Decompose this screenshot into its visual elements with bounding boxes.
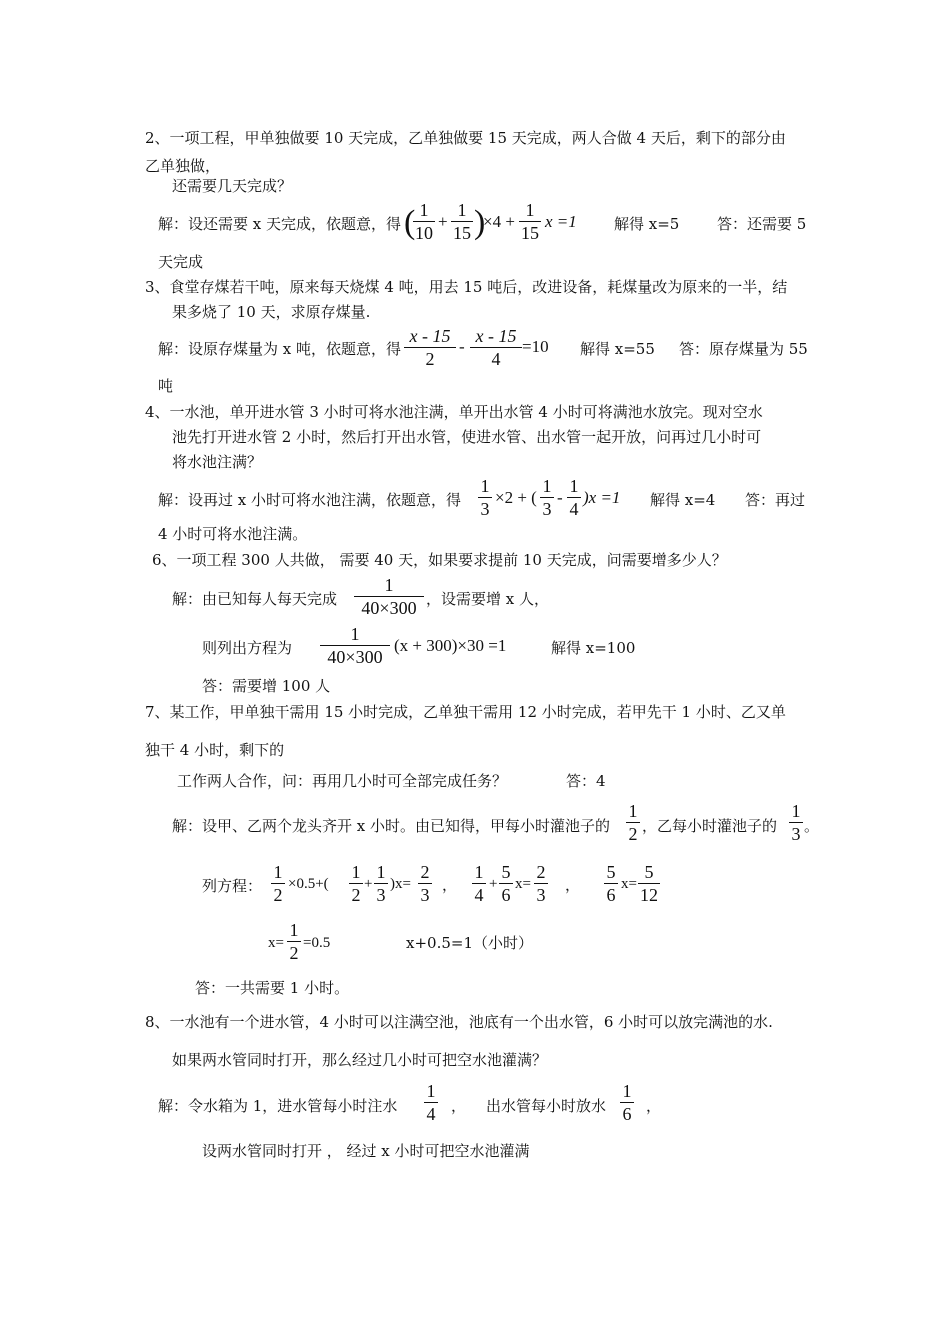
numerator: 1 <box>622 1081 632 1101</box>
numerator: 1 <box>569 476 579 496</box>
problem-3-question-line-1: 3、食堂存煤若干吨，原来每天烧煤 4 吨，用去 15 吨后，改进设备，耗煤量改为原来的一半，结 <box>145 278 788 296</box>
comma: ， <box>442 878 458 894</box>
problem-7-solution-text-cont: ，乙每小时灌池子的 <box>642 817 778 835</box>
problem-4-question-line-1: 4、一水池，单开进水管 3 小时可将水池注满，单开出水管 4 小时可将满池水放完。现对空水 <box>145 403 763 421</box>
problem-8-question-line-2: 如果两水管同时打开，那么经过几小时可把空水池灌满？ <box>172 1051 548 1069</box>
problem-8-question-line-1: 8、一水池有一个进水管，4 小时可以注满空池，池底有一个出水管，6 小时可以放完满池的水. <box>145 1013 773 1031</box>
fraction <box>354 575 424 618</box>
solved-value: 解得 x=4 <box>650 491 716 509</box>
solved-value: 解得 x=5 <box>614 215 680 233</box>
denominator: 6 <box>622 1104 632 1124</box>
numerator: 5 <box>644 862 654 882</box>
problem-2-question-line-3: 还需要几天完成？ <box>172 177 293 195</box>
problem-2-solution-text: 解：设还需要 x 天完成，依题意，得 <box>158 215 401 233</box>
problem-6-solution-text: 解：由已知每人每天完成 <box>172 590 338 608</box>
expression: =0.5 <box>303 935 331 951</box>
expression: )x= <box>390 876 411 892</box>
problem-4-question-line-3: 将水池注满？ <box>172 453 263 471</box>
answer-text-cont: 吨 <box>158 377 174 395</box>
fraction <box>472 862 486 905</box>
answer-text-cont: 天完成 <box>158 253 204 271</box>
plus-sign: + <box>364 876 373 892</box>
fraction <box>374 862 388 905</box>
denominator: 3 <box>536 885 546 905</box>
problem-8-solution-text-cont: 出水管每小时放水 <box>486 1097 607 1115</box>
denominator: 40×300 <box>327 647 383 667</box>
expression: x= <box>515 876 531 892</box>
fraction <box>519 200 541 243</box>
fraction <box>424 1081 438 1124</box>
problem-6-question: 6、一项工程 300 人共做， 需要 40 天，如果要求提前 10 天完成，问需要增多少人？ <box>152 551 727 569</box>
expression: x =1 <box>545 212 577 231</box>
numerator: 1 <box>474 862 484 882</box>
comma: ， <box>646 1097 662 1115</box>
numerator: 5 <box>501 862 511 882</box>
problem-7-solution-text: 解：设甲、乙两个龙头齐开 x 小时。由已知得，甲每小时灌池子的 <box>172 817 610 835</box>
close-paren: ) <box>474 204 486 241</box>
numerator: 2 <box>420 862 430 882</box>
numerator: 1 <box>376 862 386 882</box>
problem-2-question-line-1: 2、一项工程，甲单独做要 10 天完成，乙单独做要 15 天完成，两人合做 4 天后，剩下的部分由 <box>145 129 786 147</box>
denominator: 4 <box>491 349 501 369</box>
answer-text-cont: 4 小时可将水池注满。 <box>158 525 308 543</box>
denominator: 2 <box>425 349 435 369</box>
problem-3-solution-text: 解：设原存煤量为 x 吨，依题意，得 <box>158 340 401 358</box>
numerator: 5 <box>606 862 616 882</box>
comma: ， <box>565 878 581 894</box>
expression: x= <box>268 935 284 951</box>
fraction <box>349 862 363 905</box>
problem-7-question-line-1: 7、某工作，甲单独干需用 15 小时完成，乙单独干需用 12 小时完成，若甲先干 1 小时、乙又单 <box>145 703 786 721</box>
problem-7-question-line-3: 工作两人合作，问：再用几小时可全部完成任务？ <box>177 772 508 790</box>
expression: )x =1 <box>583 488 621 507</box>
expression: ×0.5+( <box>288 876 329 892</box>
equation-label: 列方程： <box>202 877 263 895</box>
equation-label: 则列出方程为 <box>202 639 293 657</box>
answer-text: 答：原存煤量为 55 <box>679 340 808 358</box>
fraction <box>534 862 548 905</box>
expression: =10 <box>522 337 549 356</box>
period: 。 <box>804 817 820 835</box>
expression: ×4 + <box>483 212 515 231</box>
solved-value: 解得 x=55 <box>580 340 655 358</box>
numerator: 1 <box>628 801 638 821</box>
denominator: 15 <box>521 223 539 243</box>
numerator: x - 15 <box>409 326 451 346</box>
denominator: 2 <box>628 824 638 844</box>
fraction <box>626 801 640 844</box>
answer-text: 答：一共需要 1 小时。 <box>195 979 350 997</box>
problem-4-question-line-2: 池先打开进水管 2 小时，然后打开出水管，使进水管、出水管一起开放，问再过几小时可 <box>172 428 762 446</box>
fraction <box>478 476 492 519</box>
answer-text: 答：4 <box>566 772 606 790</box>
fraction <box>789 801 803 844</box>
expression: x+0.5=1（小时） <box>406 934 533 952</box>
numerator: 1 <box>419 200 429 220</box>
fraction <box>451 200 473 243</box>
problem-4-solution-text: 解：设再过 x 小时可将水池注满，依题意，得 <box>158 491 461 509</box>
fraction <box>287 920 301 963</box>
plus-sign: + <box>438 212 448 231</box>
denominator: 10 <box>415 223 433 243</box>
fraction <box>320 624 390 667</box>
answer-text: 答：再过 <box>745 491 806 509</box>
problem-2-question-line-2: 乙单独做， <box>145 157 221 175</box>
fraction <box>604 862 618 905</box>
numerator: 2 <box>536 862 546 882</box>
fraction <box>404 326 456 369</box>
numerator: 1 <box>542 476 552 496</box>
answer-text: 答：需要增 100 人 <box>202 677 331 695</box>
fraction <box>567 476 581 519</box>
denominator: 4 <box>569 499 579 519</box>
denominator: 6 <box>606 885 616 905</box>
fraction <box>499 862 513 905</box>
numerator: 1 <box>457 200 467 220</box>
plus-sign: + <box>489 876 498 892</box>
open-paren: ( <box>404 204 416 241</box>
denominator: 3 <box>420 885 430 905</box>
denominator: 4 <box>426 1104 436 1124</box>
numerator: 1 <box>351 862 361 882</box>
problem-7-question-line-2: 独干 4 小时，剩下的 <box>145 741 285 759</box>
denominator: 3 <box>480 499 490 519</box>
expression: x= <box>621 876 637 892</box>
numerator: 1 <box>384 575 394 595</box>
fraction <box>418 862 432 905</box>
numerator: 1 <box>791 801 801 821</box>
fraction <box>271 862 285 905</box>
numerator: 1 <box>289 920 299 940</box>
denominator: 2 <box>351 885 361 905</box>
minus-sign: - <box>557 488 563 507</box>
fraction <box>413 200 435 243</box>
numerator: x - 15 <box>475 326 517 346</box>
expression: ×2 + ( <box>495 488 537 507</box>
fraction <box>470 326 522 369</box>
solved-value: 解得 x=100 <box>551 639 636 657</box>
numerator: 1 <box>426 1081 436 1101</box>
problem-3-question-line-2: 果多烧了 10 天，求原存煤量. <box>172 303 371 321</box>
denominator: 15 <box>453 223 471 243</box>
numerator: 1 <box>273 862 283 882</box>
fraction <box>620 1081 634 1124</box>
numerator: 1 <box>480 476 490 496</box>
minus-sign: - <box>459 337 465 356</box>
fraction <box>638 862 660 905</box>
expression: (x + 300)×30 =1 <box>394 636 507 655</box>
denominator: 2 <box>273 885 283 905</box>
numerator: 1 <box>525 200 535 220</box>
denominator: 4 <box>474 885 484 905</box>
denominator: 6 <box>501 885 511 905</box>
denominator: 40×300 <box>361 598 417 618</box>
numerator: 1 <box>350 624 360 644</box>
problem-6-solution-text-cont: ，设需要增 x 人， <box>426 590 549 608</box>
denominator: 2 <box>289 943 299 963</box>
comma: ， <box>451 1097 467 1115</box>
denominator: 3 <box>791 824 801 844</box>
answer-text: 答：还需要 5 <box>717 215 807 233</box>
problem-8-solution-line-2: 设两水管同时打开 ， 经过 x 小时可把空水池灌满 <box>202 1142 530 1160</box>
denominator: 3 <box>376 885 386 905</box>
denominator: 12 <box>640 885 658 905</box>
denominator: 3 <box>542 499 552 519</box>
problem-8-solution-text: 解：令水箱为 1，进水管每小时注水 <box>158 1097 398 1115</box>
fraction <box>540 476 554 519</box>
